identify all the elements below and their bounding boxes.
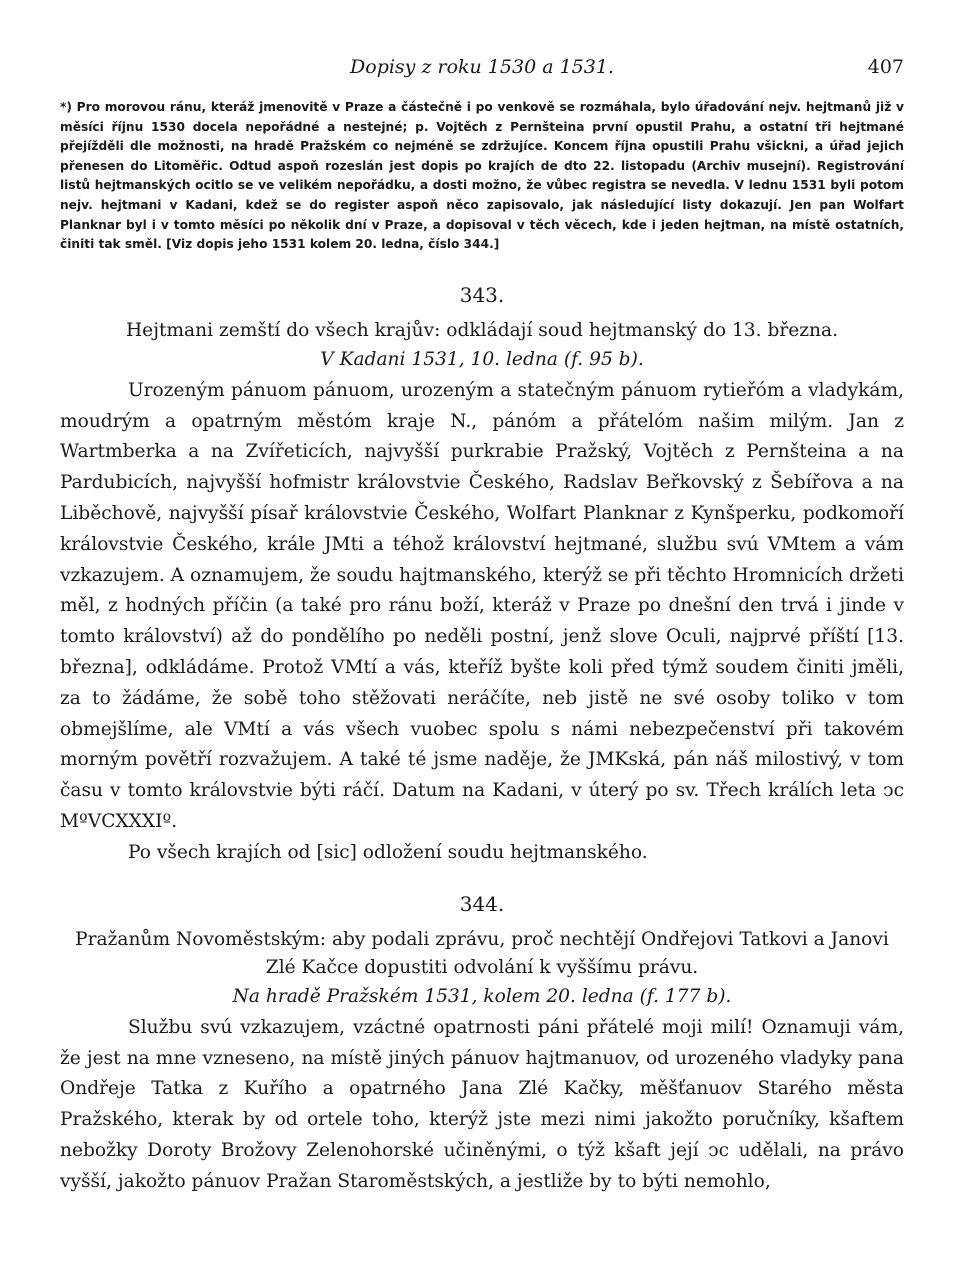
letter-closing: Po všech krajích od [sic] odložení soudu hejtmanského.	[128, 841, 648, 863]
running-head	[60, 56, 904, 90]
letter-dateline: V Kadani 1531, 10. ledna (f. 95 b).	[320, 348, 644, 370]
page-number: 407	[867, 56, 904, 78]
letter-body: Urozeným pánuom pánuom, urozeným a statečným pánuom rytieřóm a vladykám, moudrým a opatrným městóm kraje N., pánóm a přátelóm našim milým. Jan z Wartmberka a na Zvířeticích, najvyšší purkrabie Pražský, Vojtěch z Pernšteina a na Pardubicích, najvyšší hofmistr královstvie Českého, Radslav Beřkovský z Šebířova a na Liběchově, najvyšší písař královstvie Českého, Wolfart Planknar z Kynšperku, podkomoří královstvie Českého, krále JMti a téhož království hejtmané, službu svú VMtem a vám vzkazujem. A oznamujem, že soudu hajtmanského, kterýž se při těchto Hromnicích držeti měl, z hodných příčin (a také pro ránu boží, kteráž v Praze po dnešní den trvá i jinde v tomto království) až do pondělího po neděli postní, jenž slove Oculi, najprvé příští [13. března], odkládáme. Protož VMtí a vás, kteříž byšte koli před týmž soudem činiti jměli, za to žádáme, že sobě toho stěžovati neráčíte, neb jistě ne své osoby toliko v tom obmejšlíme, ale VMtí a vás všech vuobec spolu s námi nebezpečenství při takovém morným povětří rozvažujem. A také té jsme naděje, že JMKská, pán náš milostivý, v tom času v tomto královstvie býti ráčí. Datum na Kadani, v úterý po sv. Třech králích leta ↄc MºVCXXXIº.	[60, 379, 904, 832]
letter-343	[60, 283, 904, 868]
footnote	[60, 98, 904, 255]
letter-heading: Hejtmani zemští do všech krajův: odkládají soud hejtmanský do 13. března.	[125, 319, 839, 341]
letter-number: 343.	[459, 282, 505, 307]
letter-heading: Pražanům Novoměstským: aby podali zprávu, proč nechtějí Ondřejovi Tatkovi a Janovi Zlé Kačce dopustiti odvolání k vyššímu právu.	[75, 928, 889, 978]
letter-344	[60, 892, 904, 1198]
running-head-title: Dopisy z roku 1530 a 1531.	[350, 56, 614, 78]
letter-number: 344.	[459, 891, 505, 916]
footnote-text: *) Pro morovou ránu, kteráž jmenovitě v Praze a částečně i po venkově se rozmáhala, bylo úřadování nejv. hejtmanů již v měsíci říjnu 1530 docela nepořádné a nestejné; p. Vojtěch z Pernšteina první opustil Prahu, a ostatní tři hejtmané přejížděli dle možnosti, na hradě Pražském co nejméně se zdržujíce. Koncem října opustili Prahu všickni, a úřad jejich přenesen do Litoměřic. Odtud aspoň rozeslán jest dopis po krajích de dto 22. listopadu (Archiv musejní). Registrování listů hejtmanských ocitlo se ve velikém nepořádku, a dosti možno, že vůbec registra se nevedla. V lednu 1531 byli potom nejv. hejtmani v Kadani, kdež se do register aspoň něco zapisovalo, jak následující listy dokazují. Jen pan Wolfart Planknar byl i v tomto měsíci po několik dní v Praze, a dopisoval v těch věcech, kde i jeden hejtman, na místě ostatních, činiti tak směl. [Viz dopis jeho 1531 kolem 20. ledna, číslo 344.]	[60, 100, 904, 252]
letter-dateline: Na hradě Pražském 1531, kolem 20. ledna (f. 177 b).	[232, 985, 732, 1007]
letter-body: Službu svú vzkazujem, vzáctné opatrnosti páni přátelé moji milí! Oznamuji vám, že jest na mne vzneseno, na místě jiných pánuov hajtmanuov, od urozeného vladyky pana Ondřeje Tatka z Kuřího a opatrného Jana Zlé Kačky, měšťanuov Starého města Pražského, kterak by od ortele toho, kterýž jste mezi nimi jakožto poručníky, kšaftem nebožky Doroty Brožovy Zelenohorské učiněnými, o týž kšaft její ↄc udělali, na právo vyšší, jakožto pánuov Pražan Staroměstských, a jestliže by to býti nemohlo,	[60, 1016, 904, 1192]
